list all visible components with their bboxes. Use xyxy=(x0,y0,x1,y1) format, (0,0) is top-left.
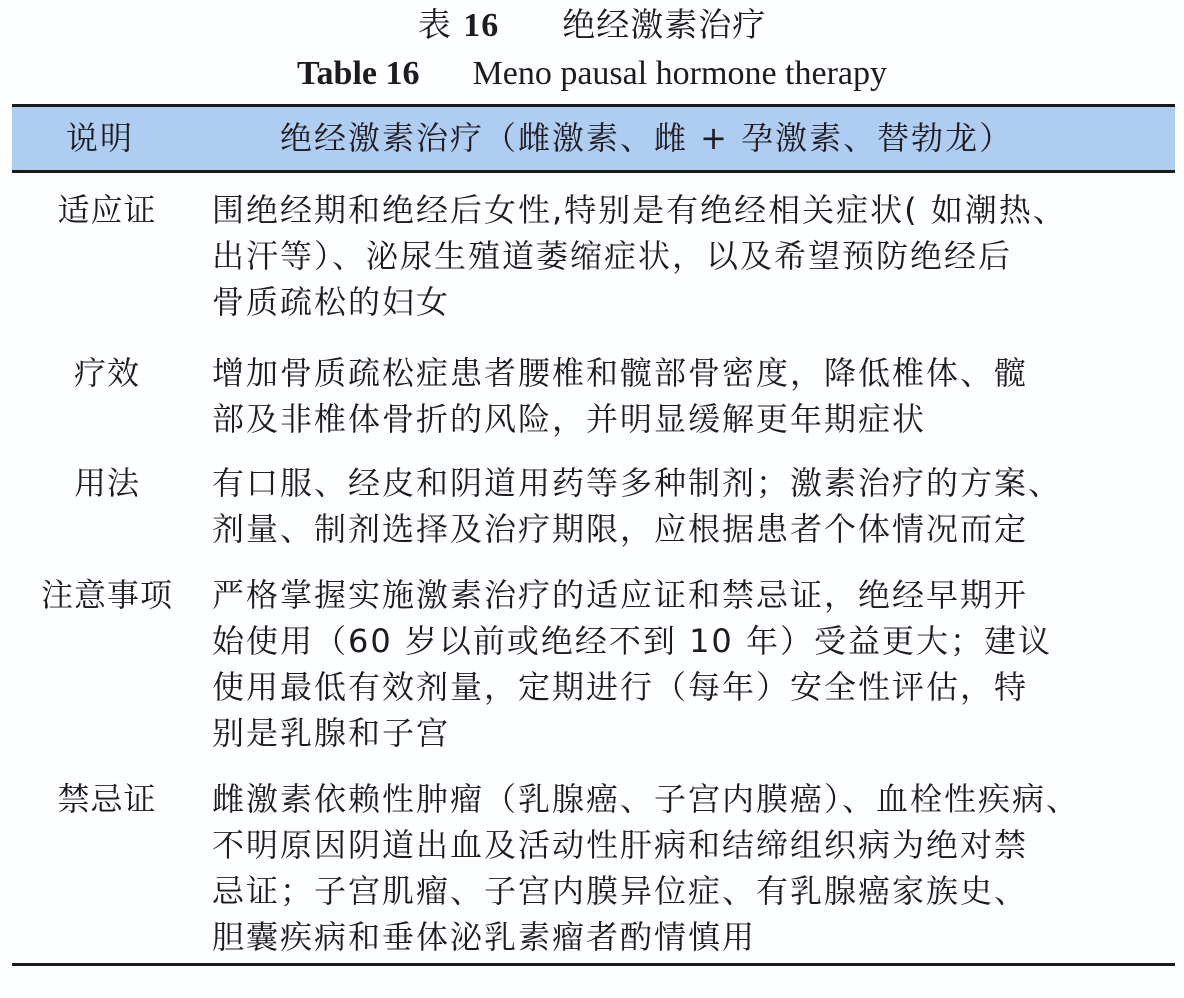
content-line: 别是乳腺和子宫 xyxy=(212,714,451,752)
title-en-text: Meno pausal hormone therapy xyxy=(472,55,887,92)
table-row-efficacy xyxy=(12,350,1175,442)
content-line: 雌激素依赖性肿瘤（乳腺癌、子宫内膜癌）、血栓性疾病、 xyxy=(212,780,1081,818)
header-col-therapy: 绝经激素治疗（雌激素、雌 + 孕激素、替勃龙） xyxy=(280,119,1014,157)
table-title-english xyxy=(0,50,1184,98)
content-line: 使用最低有效剂量，定期进行（每年）安全性评估，特 xyxy=(212,668,1029,706)
row-content xyxy=(212,460,1167,552)
row-content xyxy=(212,572,1167,756)
content-line: 胆囊疾病和垂体泌乳素瘤者酌情慎用 xyxy=(212,918,757,956)
row-content xyxy=(212,776,1167,960)
table-row-indications xyxy=(12,187,1175,325)
content-line: 骨质疏松的妇女 xyxy=(212,283,451,321)
content-line: 出汗等）、泌尿生殖道萎缩症状，以及希望预防绝经后 xyxy=(212,237,1013,275)
table-bottom-rule xyxy=(12,963,1175,966)
table-header xyxy=(12,104,1175,173)
row-label: 疗效 xyxy=(73,354,140,392)
content-line: 剂量、制剂选择及治疗期限，应根据患者个体情况而定 xyxy=(212,510,1029,548)
row-content xyxy=(212,187,1167,325)
content-line: 围绝经期和绝经后女性,特别是有绝经相关症状( 如潮热、 xyxy=(212,191,1067,229)
table-row-precautions xyxy=(12,572,1175,756)
header-col-description: 说明 xyxy=(66,119,135,157)
content-line: 不明原因阴道出血及活动性肝病和结缔组织病为绝对禁 xyxy=(212,826,1029,864)
row-label: 禁忌证 xyxy=(57,780,157,818)
content-line: 忌证；子宫肌瘤、子宫内膜异位症、有乳腺癌家族史、 xyxy=(212,872,1029,910)
table-row-usage xyxy=(12,460,1175,552)
title-en-label: Table 16 xyxy=(296,55,420,92)
row-label: 注意事项 xyxy=(40,576,173,614)
title-zh-text: 绝经激素治疗 xyxy=(562,5,767,44)
therapy-table xyxy=(12,104,1175,960)
content-line: 有口服、经皮和阴道用药等多种制剂；激素治疗的方案、 xyxy=(212,464,1063,502)
row-content xyxy=(212,350,1167,442)
table-title-chinese xyxy=(0,2,1184,49)
row-label: 适应证 xyxy=(57,191,157,229)
content-line: 严格掌握实施激素治疗的适应证和禁忌证，绝经早期开 xyxy=(212,576,1029,614)
table-row-contraindications xyxy=(12,776,1175,960)
title-zh-label: 表 xyxy=(417,5,452,44)
row-label: 用法 xyxy=(73,464,140,502)
title-number: 16 xyxy=(463,7,500,44)
content-line: 部及非椎体骨折的风险，并明显缓解更年期症状 xyxy=(212,400,927,438)
content-line: 始使用（60 岁以前或绝经不到 10 年）受益更大；建议 xyxy=(212,622,1052,660)
content-line: 增加骨质疏松症患者腰椎和髋部骨密度，降低椎体、髋 xyxy=(212,354,1029,392)
